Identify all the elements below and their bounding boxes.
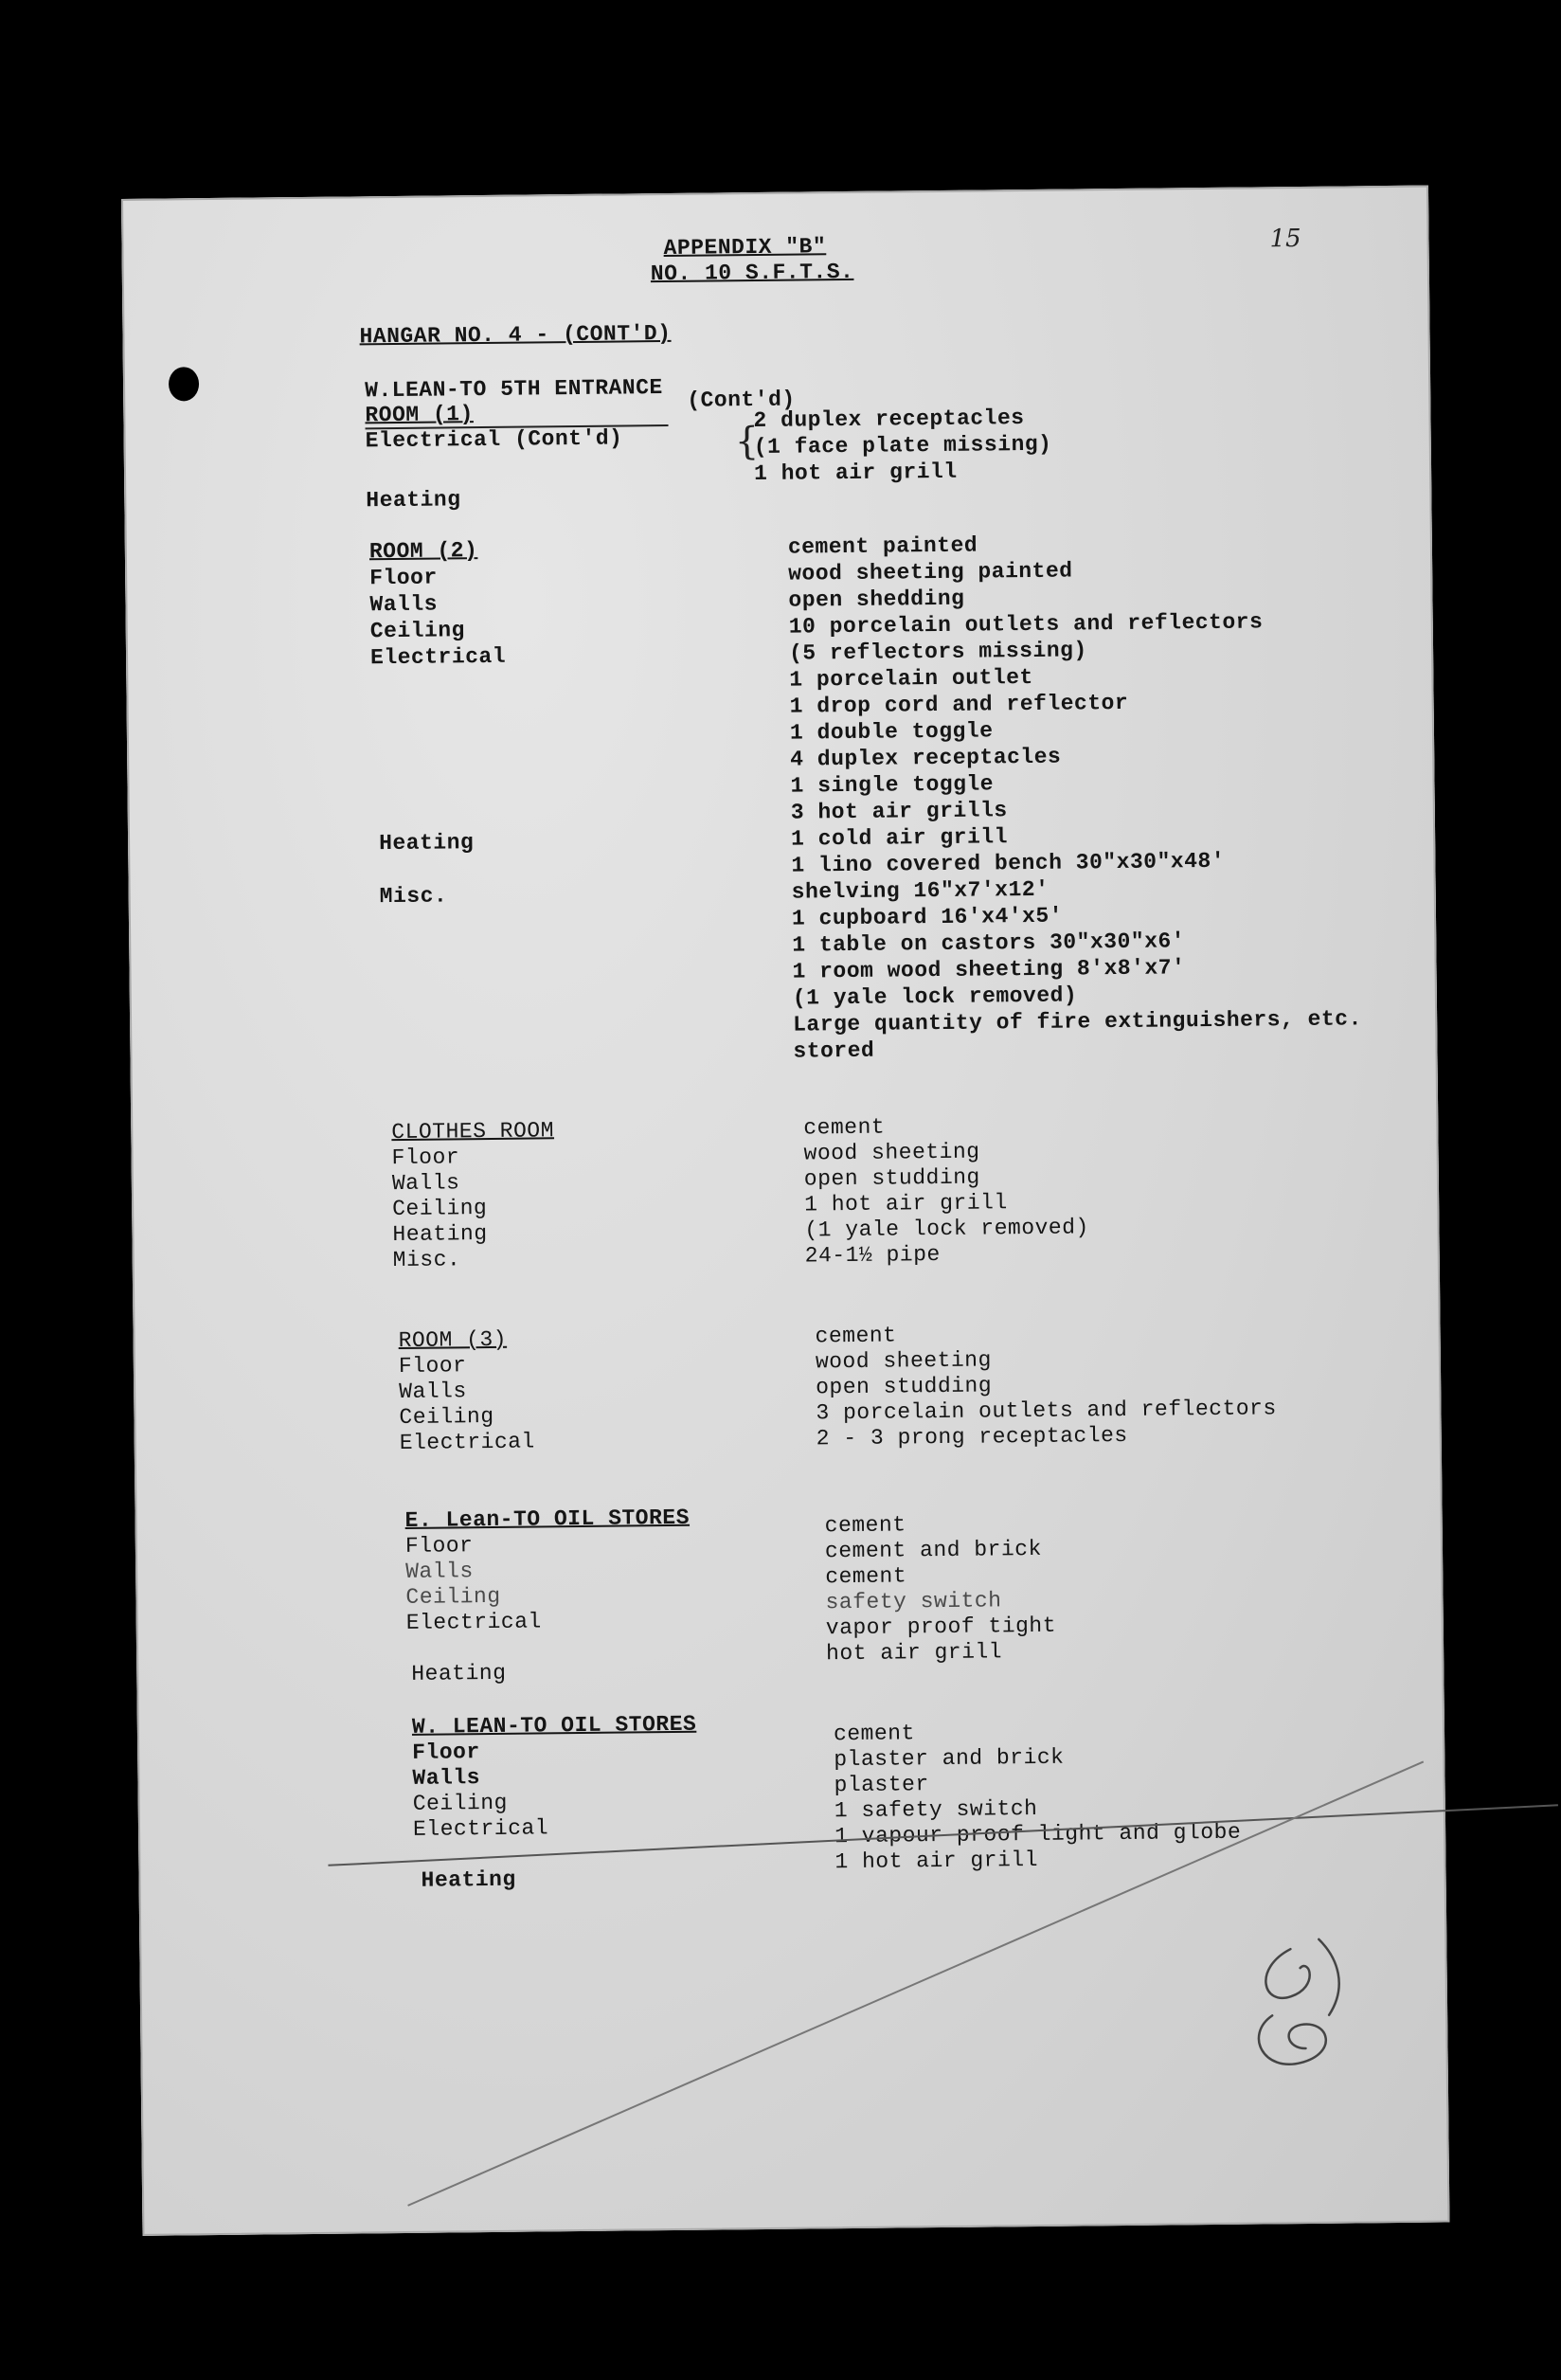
- clothes-value: cement: [803, 1114, 886, 1141]
- clothes-value: wood sheeting: [803, 1139, 980, 1166]
- room3-value: 3 porcelain outlets and reflectors: [816, 1396, 1277, 1426]
- e-lean-label-electrical: Electrical: [405, 1609, 542, 1635]
- clothes-label-heating: Heating: [392, 1221, 488, 1248]
- punch-hole: [169, 367, 199, 401]
- room2-value: cement painted: [787, 532, 978, 560]
- clothes-value: open studding: [803, 1164, 980, 1192]
- room2-value: wood sheeting painted: [788, 558, 1073, 586]
- room2-value: 10 porcelain outlets and reflectors: [788, 609, 1264, 640]
- clothes-value: 24-1½ pipe: [804, 1242, 941, 1269]
- room2-value: Large quantity of fire extinguishers, etc.: [793, 1006, 1362, 1037]
- clothes-label-walls: Walls: [391, 1170, 460, 1197]
- room2-label-electrical: Electrical: [369, 643, 507, 671]
- room2-value: 3 hot air grills: [790, 798, 1008, 825]
- w-lean-label-walls: Walls: [412, 1765, 481, 1791]
- room2-value: 1 porcelain outlet: [789, 664, 1033, 693]
- clothes-value: (1 yale lock removed): [804, 1215, 1089, 1243]
- e-lean-label-floor: Floor: [404, 1533, 474, 1559]
- room3-label-electrical: Electrical: [399, 1429, 535, 1455]
- e-lean-value: cement and brick: [824, 1536, 1042, 1564]
- room1-value: 1 hot air grill: [753, 459, 958, 487]
- room2-value: 1 table on castors 30"x30"x6': [792, 929, 1186, 958]
- clothes-label-ceiling: Ceiling: [392, 1196, 488, 1222]
- e-lean-value: vapor proof tight: [825, 1613, 1057, 1641]
- room1-value: (1 face plate missing): [753, 431, 1052, 460]
- clothes-value: 1 hot air grill: [804, 1190, 1008, 1217]
- w-lean-label-electrical: Electrical: [412, 1815, 549, 1842]
- room3-value: wood sheeting: [815, 1347, 992, 1375]
- w-lean-value: 1 hot air grill: [834, 1847, 1039, 1875]
- room3-label-floor: Floor: [398, 1353, 467, 1379]
- lean-to-title: W.LEAN-TO 5TH ENTRANCE: [364, 375, 663, 404]
- room2-label-ceiling: Ceiling: [369, 618, 466, 644]
- room3-label-ceiling: Ceiling: [399, 1403, 494, 1430]
- handwritten-mark: [1233, 1929, 1368, 2082]
- w-lean-to-title: W. LEAN-TO OIL STORES: [411, 1711, 697, 1740]
- e-lean-label-ceiling: Ceiling: [405, 1583, 501, 1610]
- room1-contd: (Cont'd): [687, 387, 796, 413]
- e-lean-value: hot air grill: [825, 1639, 1003, 1667]
- w-lean-label-heating: Heating: [421, 1866, 516, 1893]
- e-lean-label-walls: Walls: [405, 1559, 474, 1584]
- room2-value: stored: [793, 1037, 875, 1064]
- w-lean-value: 1 safety switch: [834, 1795, 1038, 1824]
- clothes-label-misc: Misc.: [392, 1247, 461, 1273]
- room3-value: 2 - 3 prong receptacles: [816, 1422, 1128, 1451]
- room3-title: ROOM (3): [398, 1326, 508, 1354]
- room3-label-walls: Walls: [399, 1379, 467, 1404]
- room2-label-misc: Misc.: [379, 883, 448, 910]
- e-lean-label-heating: Heating: [411, 1660, 507, 1686]
- room2-label-heating: Heating: [379, 830, 475, 856]
- room2-label-floor: Floor: [369, 565, 438, 591]
- appendix-heading: APPENDIX "B": [663, 234, 827, 261]
- page-number: 15: [1269, 224, 1301, 254]
- clothes-room-title: CLOTHES ROOM: [391, 1118, 555, 1145]
- room2-value: 1 double toggle: [789, 718, 994, 746]
- w-lean-value: cement: [833, 1721, 915, 1747]
- e-lean-value: cement: [825, 1563, 907, 1590]
- room2-value: 1 cupboard 16'x4'x5': [791, 903, 1064, 931]
- w-lean-value: plaster and brick: [834, 1744, 1065, 1773]
- room2-value: 1 drop cord and reflector: [789, 690, 1129, 719]
- w-lean-value: 1 vapour proof light and globe: [834, 1819, 1242, 1849]
- room2-value: 1 room wood sheeting 8'x8'x7': [792, 955, 1186, 984]
- room2-value: (5 reflectors missing): [788, 638, 1087, 666]
- clothes-label-floor: Floor: [391, 1145, 460, 1171]
- w-lean-label-ceiling: Ceiling: [412, 1790, 509, 1816]
- room2-value: 4 duplex receptacles: [790, 744, 1062, 772]
- room2-value: shelving 16"x7'x12': [791, 876, 1050, 905]
- document-page: [121, 186, 1449, 2236]
- hangar-title: HANGAR NO. 4 - (CONT'D): [359, 320, 672, 350]
- room1-label-electrical: Electrical (Cont'd): [365, 425, 623, 454]
- room2-value: 1 single toggle: [790, 771, 995, 799]
- e-lean-value: cement: [824, 1512, 906, 1539]
- brace-mark: {: [734, 419, 760, 464]
- w-lean-label-floor: Floor: [412, 1740, 480, 1765]
- room2-value: 1 cold air grill: [790, 824, 1009, 852]
- e-lean-to-title: E. Lean-TO OIL STORES: [404, 1505, 691, 1533]
- room2-value: open shedding: [788, 586, 965, 613]
- room1-label-heating: Heating: [366, 487, 461, 514]
- room2-value: (1 yale lock removed): [792, 983, 1078, 1011]
- w-lean-value: plaster: [834, 1772, 929, 1798]
- unit-heading: NO. 10 S.F.T.S.: [650, 259, 854, 287]
- room3-value: open studding: [816, 1373, 993, 1400]
- room2-title: ROOM (2): [368, 538, 478, 565]
- e-lean-value: safety switch: [825, 1588, 1002, 1615]
- room2-value: 1 lino covered bench 30"x30"x48': [791, 848, 1226, 878]
- room3-value: cement: [815, 1323, 897, 1349]
- room1-value: 2 duplex receptacles: [753, 406, 1025, 434]
- room1-title: ROOM (1): [365, 402, 474, 428]
- room2-label-walls: Walls: [369, 591, 439, 618]
